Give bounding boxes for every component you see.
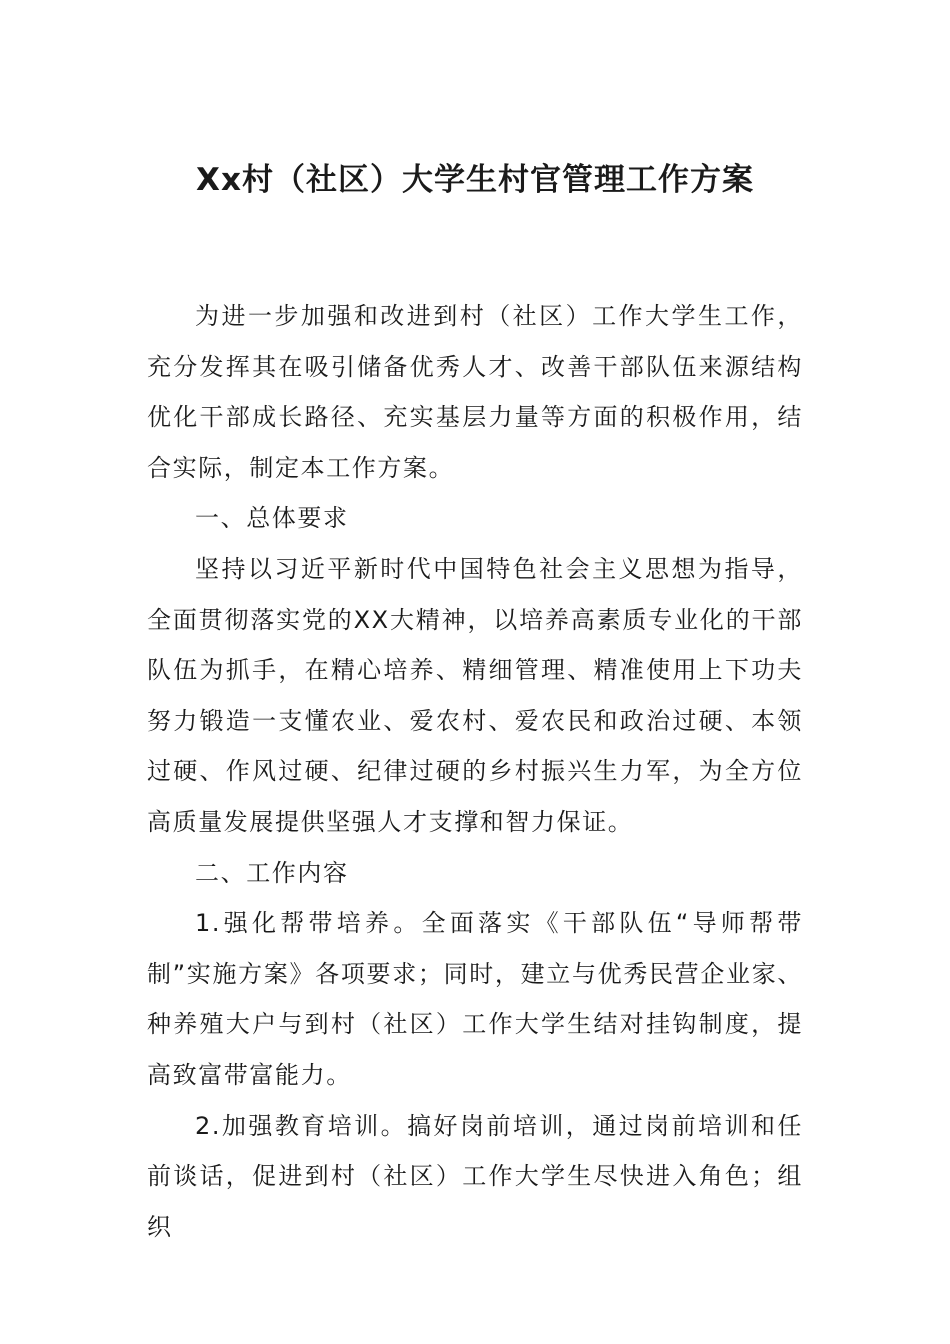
intro-paragraph: 为进一步加强和改进到村（社区）工作大学生工作，充分发挥其在吸引储备优秀人才、改善干部队伍来源结构优化干部成长路径、充实基层力量等方面的积极作用，结合实际，制定本工作方案。 bbox=[147, 302, 803, 482]
work-item-mentoring-paragraph: 1.强化帮带培养。全面落实《干部队伍“导师帮带制”实施方案》各项要求；同时，建立与优秀民营企业家、种养殖大户与到村（社区）工作大学生结对挂钩制度，提高致富带富能力。 bbox=[147, 909, 803, 1089]
document-title: Xx村（社区）大学生村官管理工作方案 bbox=[196, 162, 754, 198]
document-body bbox=[147, 291, 803, 1252]
work-item-training-paragraph: 2.加强教育培训。搞好岗前培训，通过岗前培训和任前谈话，促进到村（社区）工作大学生尽快进入角色；组织 bbox=[147, 1111, 803, 1241]
general-requirements-paragraph: 坚持以习近平新时代中国特色社会主义思想为指导，全面贯彻落实党的XX大精神，以培养高素质专业化的干部队伍为抓手，在精心培养、精细管理、精准使用上下功夫努力锻造一支懂农业、爱农村、爱农民和政治过硬、本领过硬、作风过硬、纪律过硬的乡村振兴生力军，为全方位高质量发展提供坚强人才支撑和智力保证。 bbox=[147, 554, 803, 836]
section-heading-work-content: 二、工作内容 bbox=[195, 858, 349, 887]
section-heading-general-requirements: 一、总体要求 bbox=[195, 504, 349, 533]
